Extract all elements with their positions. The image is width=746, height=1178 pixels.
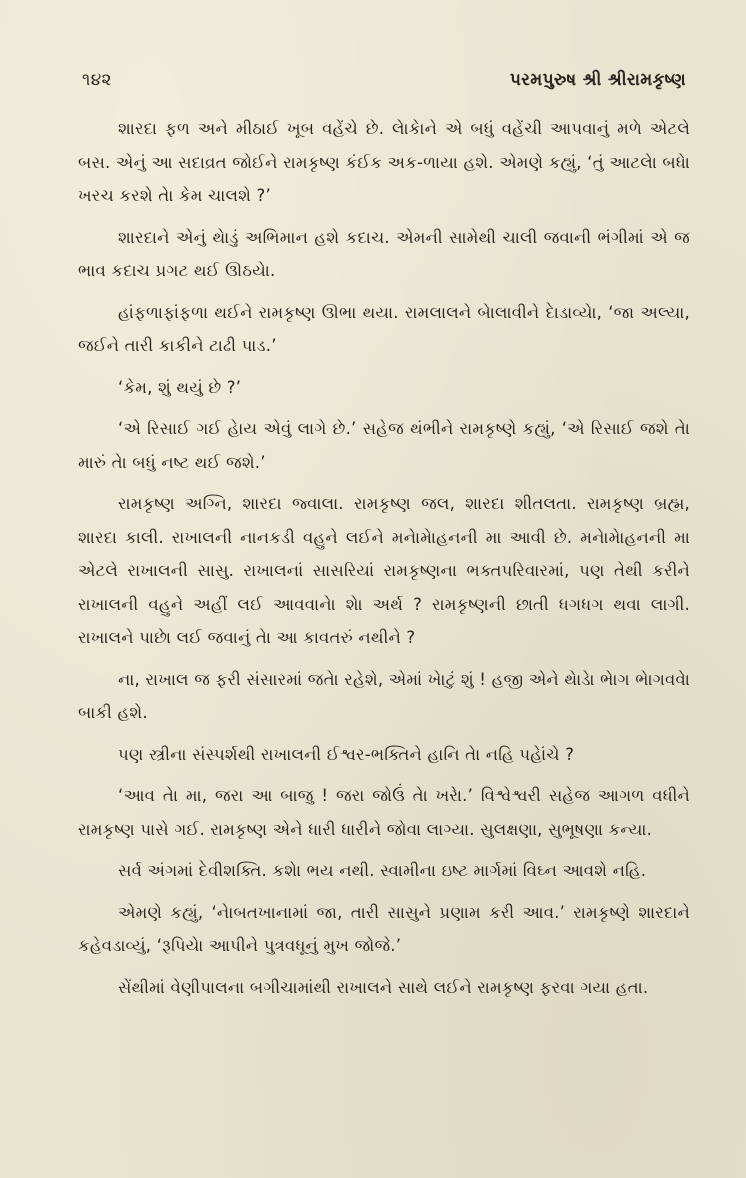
paragraph: હાંફળાફાંફળા થઈને રામકૃષ્ણ ઊભા થયા. રામલાલને બેાલાવીને દેાડાવ્યેા, ‘જા અલ્યા, જઈને તારી કાકીને ટાઢી પાડ.’ bbox=[78, 302, 690, 355]
paragraph: ‘એ રિસાઈ ગઈ હેાય એવું લાગે છે.’ સહેજ થંભીને રામકૃષ્ણે કહ્યું, ‘એ રિસાઈ જશે તેા મારું તેા બધું નષ્ટ થઈ જશે.’ bbox=[78, 419, 690, 472]
paragraph: રામકૃષ્ણ અગ્નિ, શારદા જ્વાલા. રામકૃષ્ણ જલ, શારદા શીતલતા. રામકૃષ્ણ બ્રહ્મ, શારદા કાલી. રાખાલની નાનકડી વહુને લઈને મનેામેાહનની મા આવી છે. મનેામેાહનની મા એટલે રાખાલની સાસુ. રાખાલનાં સાસરિયાં રામકૃષ્ણના ભક્તપરિવારમાં, પણ તેથી કરીને રાખાલની વહુને અહીં લઈ આવવાનેા શેા અર્થ ? રામકૃષ્ણની છાતી ધગધગ થવા લાગી. રાખાલને પાછેા લઈ જવાનું તેા આ કાવતરું નથીને ? bbox=[78, 494, 690, 647]
running-title: પરમપુરુષ શ્રી શ્રીરામકૃષ્ણ bbox=[509, 70, 686, 90]
page-header bbox=[78, 70, 690, 90]
paragraph: એમણે કહ્યું, ‘નેાબતખાનામાં જા, તારી સાસુને પ્રણામ કરી આવ.’ રામકૃષ્ણે શારદાને કહેવડાવ્યું, ‘રૂપિયેા આપીને પુત્રવધૂનું મુખ જોજે.’ bbox=[78, 902, 690, 955]
paragraph: પણ સ્ત્રીના સંસ્પર્શથી રાખાલની ઈશ્વર-ભક્તિને હાનિ તેા નહિ પહેાંચે ? bbox=[118, 744, 575, 764]
page-number: ૧૪૨ bbox=[82, 70, 112, 90]
body-text bbox=[78, 112, 690, 1004]
paragraph: શારદાને એનું થેાડું અભિમાન હશે કદાચ. એમની સામેથી ચાલી જવાની ભંગીમાં એ જ ભાવ કદાચ પ્રગટ થઈ ઊઠયેા. bbox=[78, 227, 690, 280]
paragraph: શારદા ફળ અને મીઠાઈ ખૂબ વહેંચે છે. લેાકેાને એ બધું વહેંચી આપવાનું મળે એટલે બસ. એનું આ સદાવ્રત જોઈને રામકૃષ્ણ કંઈક અક-ળાયા હશે. એમણે કહ્યું, ‘તું આટલેા બધેા ખરચ કરશે તેા કેમ ચાલશે ?’ bbox=[78, 119, 690, 205]
paragraph: સર્વ અંગમાં દેવીશક્તિ. કશેા ભય નથી. સ્વામીના ઇષ્ટ માર્ગમાં વિઘ્ન આવશે નહિ. bbox=[118, 861, 647, 880]
paragraph: ‘આવ તેા મા, જરા આ બાજુ ! જરા જોઉં તેા ખરેા.’ વિશ્વેશ્વરી સહેજ આગળ વધીને રામકૃષ્ણ પાસે ગઈ. રામકૃષ્ણ એને ધારી ધારીને જોવા લાગ્યા. સુલક્ષણા, સુભૂષણા કન્યા. bbox=[78, 786, 690, 839]
paragraph: સેંથીમાં વેણીપાલના બગીચામાંથી રાખાલને સાથે લઈને રામકૃષ્ણ ફરવા ગયા હતા. bbox=[118, 977, 649, 997]
paragraph: ‘કેમ, શું થયું છે ?’ bbox=[118, 377, 242, 397]
paragraph: ના, રાખાલ જ ફરી સંસારમાં જતેા રહેશે, એમાં ખેાટું શું ! હજી એને થેાડેા ભેાગ ભેાગવવેા બાકી હશે. bbox=[78, 669, 690, 722]
